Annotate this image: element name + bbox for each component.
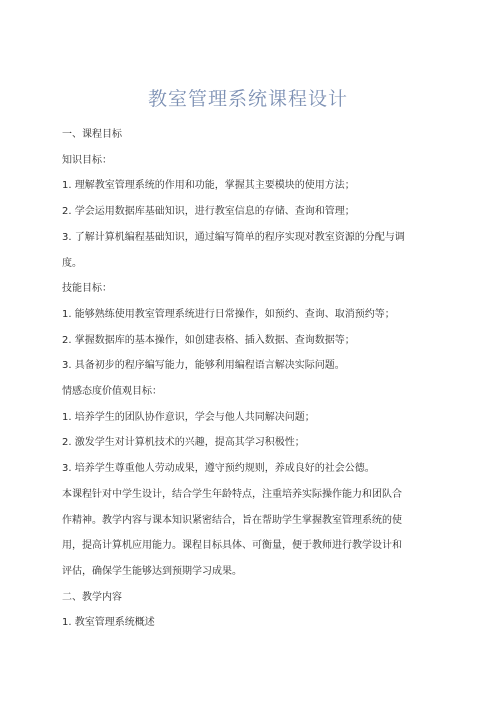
subheading-attitude-goals: 情感态度价值观目标： [62, 386, 162, 398]
paragraph-line: 用，提高计算机应用能力。课程目标具体、可衡量，便于教师进行教学设计和 [62, 540, 402, 552]
paragraph-line: 3. 培养学生尊重他人劳动成果，遵守预约规则，养成良好的社会公德。 [62, 463, 375, 475]
paragraph-line: 3. 了解计算机编程基础知识，通过编写简单的程序实现对教室资源的分配与调 [62, 231, 405, 243]
paragraph-line: 2. 激发学生对计算机技术的兴趣，提高其学习积极性； [62, 437, 305, 449]
section-heading-course-goals: 一、课程目标 [62, 129, 122, 140]
paragraph-line: 3. 具备初步的程序编写能力，能够利用编程语言解决实际问题。 [62, 360, 345, 372]
paragraph-line: 本课程针对中学生设计，结合学生年龄特点，注重培养实际操作能力和团队合 [62, 488, 402, 500]
paragraph-line: 2. 掌握数据库的基本操作，如创建表格、插入数据、查询数据等； [62, 334, 355, 346]
document-body [62, 122, 434, 636]
subheading-knowledge-goals: 知识目标： [62, 154, 112, 166]
paragraph-line: 2. 学会运用数据库基础知识，进行教室信息的存储、查询和管理； [62, 206, 355, 218]
section-heading-teaching-content: 二、教学内容 [62, 591, 122, 603]
paragraph-line: 1. 能够熟练使用教室管理系统进行日常操作，如预约、查询、取消预约等； [62, 308, 395, 320]
paragraph-line: 1. 理解教室管理系统的作用和功能，掌握其主要模块的使用方法； [62, 180, 355, 192]
paragraph-line: 1. 培养学生的团队协作意识，学会与他人共同解决问题； [62, 411, 315, 423]
subheading-skill-goals: 技能目标： [62, 283, 112, 295]
document-title: 教室管理系统课程设计 [147, 88, 348, 110]
paragraph-line: 度。 [62, 257, 82, 269]
paragraph-line: 1. 教室管理系统概述 [62, 617, 155, 629]
paragraph-line: 评估，确保学生能够达到预期学习成果。 [62, 565, 242, 577]
paragraph-line: 作精神。教学内容与课本知识紧密结合，旨在帮助学生掌握教室管理系统的使 [62, 514, 402, 526]
